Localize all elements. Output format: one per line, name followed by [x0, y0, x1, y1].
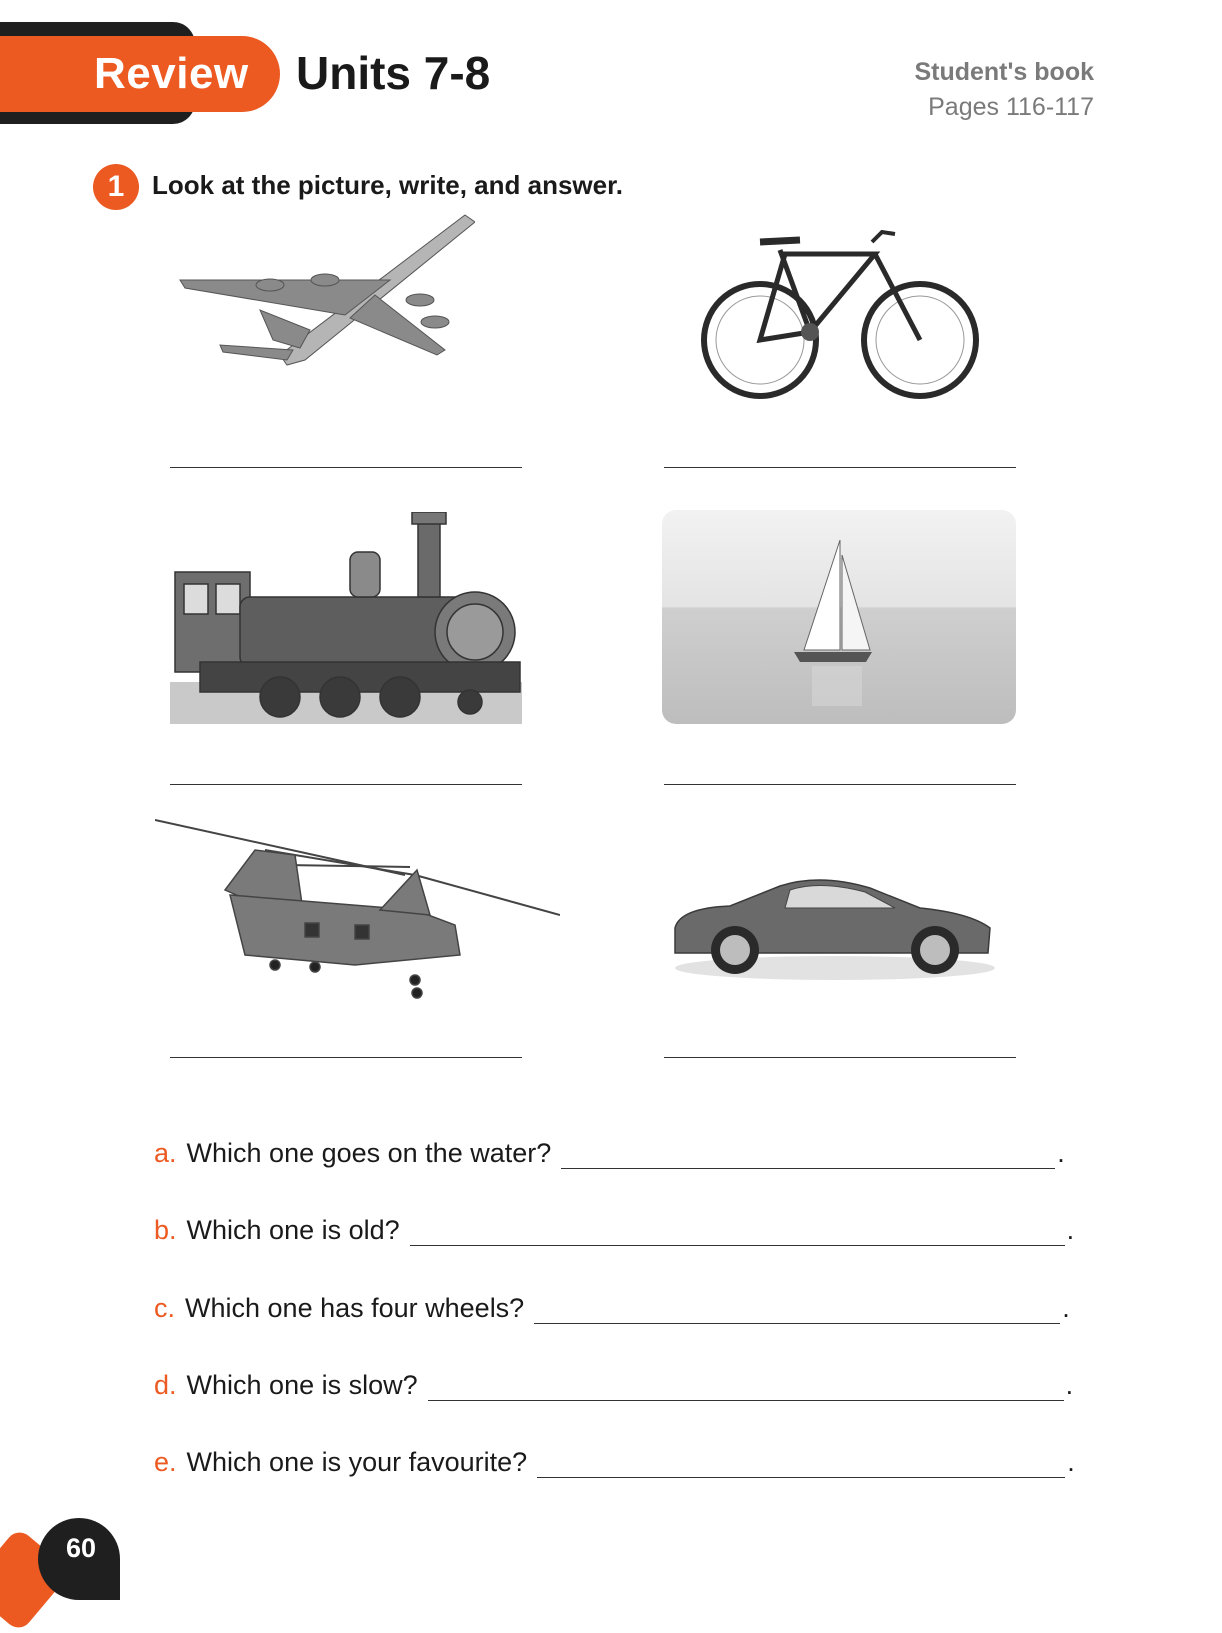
question-text: Which one goes on the water? — [186, 1138, 552, 1168]
question-a: a. Which one goes on the water? . — [154, 1138, 1065, 1168]
question-letter: b. — [154, 1215, 177, 1245]
question-letter: d. — [154, 1370, 177, 1400]
exercise-number-badge: 1 — [93, 164, 139, 210]
answer-blank-e[interactable] — [537, 1455, 1065, 1478]
question-letter: a. — [154, 1138, 177, 1168]
question-text: Which one has four wheels? — [185, 1293, 525, 1323]
question-e: e. Which one is your favourite? . — [154, 1447, 1075, 1477]
book-reference: Student's book — [914, 58, 1094, 86]
page-reference: Pages 116-117 — [928, 93, 1094, 121]
answer-blank-a[interactable] — [561, 1146, 1055, 1169]
answer-line-5[interactable] — [170, 1057, 522, 1058]
review-label: Review — [94, 49, 249, 98]
answer-line-6[interactable] — [664, 1057, 1016, 1058]
answer-blank-d[interactable] — [428, 1378, 1064, 1401]
answer-line-4[interactable] — [664, 784, 1016, 785]
car-icon — [670, 868, 1000, 988]
page-number: 60 — [66, 1533, 97, 1563]
answer-blank-c[interactable] — [534, 1301, 1060, 1324]
question-text: Which one is old? — [186, 1215, 400, 1245]
airplane-icon — [175, 210, 475, 375]
page-title: Units 7-8 — [296, 47, 491, 99]
sailboat-icon — [662, 510, 1016, 724]
question-letter: e. — [154, 1447, 177, 1477]
question-b: b. Which one is old? . — [154, 1215, 1075, 1245]
answer-line-2[interactable] — [664, 467, 1016, 468]
exercise-instruction: Look at the picture, write, and answer. — [152, 170, 623, 200]
question-d: d. Which one is slow? . — [154, 1370, 1074, 1400]
question-text: Which one is slow? — [186, 1370, 418, 1400]
answer-line-1[interactable] — [170, 467, 522, 468]
question-text: Which one is your favourite? — [186, 1447, 528, 1477]
question-c: c. Which one has four wheels? . — [154, 1293, 1070, 1323]
answer-line-3[interactable] — [170, 784, 522, 785]
review-tab — [0, 36, 280, 112]
bicycle-icon — [700, 222, 990, 402]
question-letter: c. — [154, 1293, 176, 1323]
steam-train-icon — [170, 512, 522, 724]
answer-blank-b[interactable] — [410, 1223, 1065, 1246]
helicopter-icon — [155, 815, 560, 1000]
